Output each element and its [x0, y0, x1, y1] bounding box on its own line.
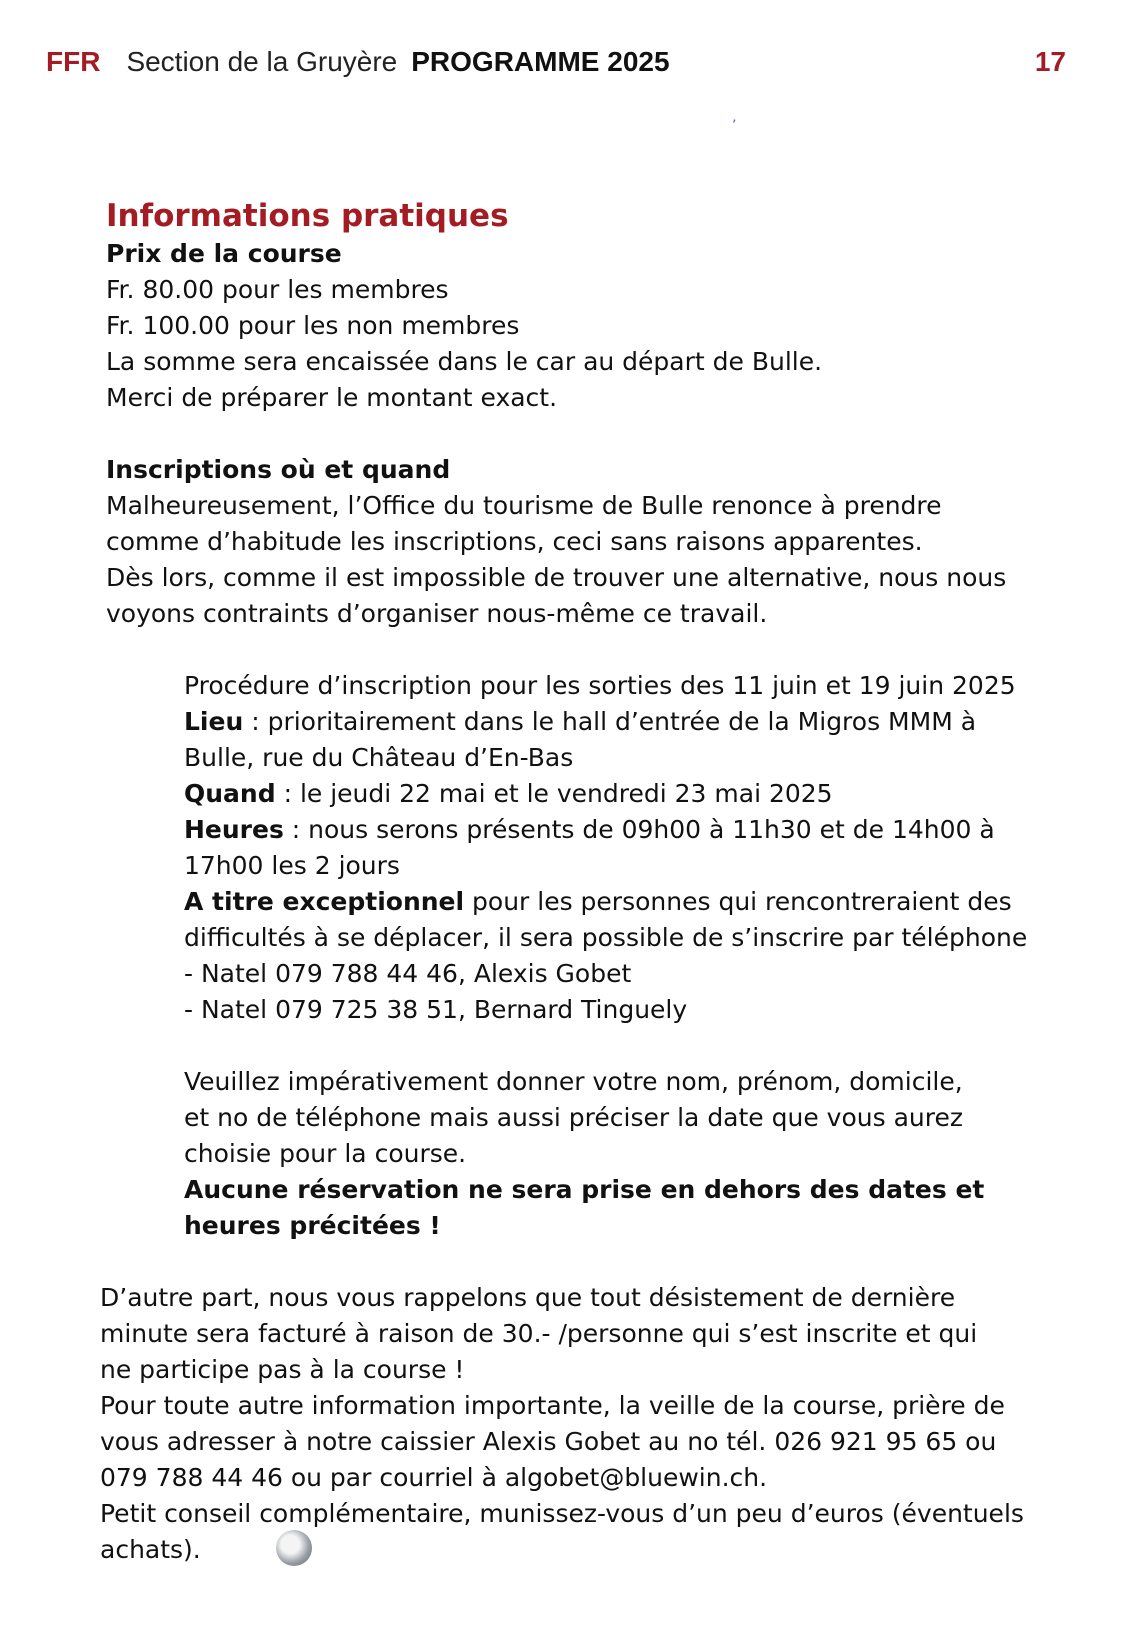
phone-contact: - Natel 079 788 44 46, Alexis Gobet [184, 959, 632, 988]
registration-heading: Inscriptions où et quand [106, 455, 451, 484]
heures-line [184, 812, 1066, 848]
registration-line: voyons contraints d’organiser nous-même ce travail. [106, 599, 768, 628]
outro-line: 079 788 44 46 ou par courriel à algobet@bluewin.ch. [100, 1463, 768, 1492]
scan-speck: ’ [732, 118, 737, 134]
outro-line: ne participe pas à la course ! [100, 1355, 465, 1384]
header-section: Section de la Gruyère [126, 46, 398, 77]
price-heading: Prix de la course [106, 239, 342, 268]
exception-label: A titre exceptionnel [184, 887, 465, 916]
header-programme: PROGRAMME 2025 [411, 46, 670, 77]
quand-label: Quand [184, 779, 276, 808]
instructions-line: et no de téléphone mais aussi préciser la date que vous aurez [184, 1103, 963, 1132]
outro-line: achats). [100, 1535, 201, 1564]
lieu-line-2: Bulle, rue du Château d’En-Bas [184, 743, 574, 772]
quand-line [184, 776, 1066, 812]
price-line: Fr. 80.00 pour les membres [106, 275, 449, 304]
outro-line: D’autre part, nous vous rappelons que tout désistement de dernière [100, 1283, 956, 1312]
outro-block [100, 1280, 1066, 1568]
phone-contact: - Natel 079 725 38 51, Bernard Tinguely [184, 995, 688, 1024]
price-line: Fr. 100.00 pour les non membres [106, 311, 520, 340]
heures-label: Heures [184, 815, 284, 844]
price-line: La somme sera encaissée dans le car au départ de Bulle. [106, 347, 823, 376]
page-title: Informations pratiques [106, 198, 509, 234]
lieu-label: Lieu [184, 707, 244, 736]
main-content [100, 196, 1066, 1568]
registration-line: Malheureusement, l’Office du tourisme de Bulle renonce à prendre [106, 491, 942, 520]
header-brand: FFR [46, 46, 101, 77]
instructions-line: Veuillez impérativement donner votre nom, prénom, domicile, [184, 1067, 963, 1096]
instructions-line: choisie pour la course. [184, 1139, 467, 1168]
outro-line: vous adresser à notre caissier Alexis Gobet au no tél. 026 921 95 65 ou [100, 1427, 997, 1456]
exception-text: pour les personnes qui rencontreraient des [464, 887, 1012, 916]
page-header [46, 42, 1084, 82]
price-line: Merci de préparer le montant exact. [106, 383, 558, 412]
lieu-text: : prioritairement dans le hall d’entrée de la Migros MMM à [243, 707, 977, 736]
outro-line: Petit conseil complémentaire, munissez-vous d’un peu d’euros (éventuels [100, 1499, 1024, 1528]
binder-hole-mark [276, 1530, 312, 1566]
page-number: 17 [1034, 46, 1066, 77]
procedure-block [184, 668, 1066, 1244]
notice-line: heures précitées ! [184, 1211, 441, 1240]
outro-line: Pour toute autre information importante, la veille de la course, prière de [100, 1391, 1005, 1420]
exception-line-2: difficultés à se déplacer, il sera possible de s’inscrire par téléphone [184, 923, 1028, 952]
heures-line-2: 17h00 les 2 jours [184, 851, 400, 880]
registration-line: comme d’habitude les inscriptions, ceci sans raisons apparentes. [106, 527, 923, 556]
exception-line [184, 884, 1066, 920]
registration-line: Dès lors, comme il est impossible de trouver une alternative, nous nous [106, 563, 1007, 592]
heures-text: : nous serons présents de 09h00 à 11h30 et de 14h00 à [283, 815, 995, 844]
outro-line: minute sera facturé à raison de 30.- /personne qui s’est inscrite et qui [100, 1319, 978, 1348]
lieu-line [184, 704, 1066, 740]
notice-line: Aucune réservation ne sera prise en dehors des dates et [184, 1175, 985, 1204]
procedure-intro: Procédure d’inscription pour les sorties des 11 juin et 19 juin 2025 [184, 671, 1016, 700]
quand-text: : le jeudi 22 mai et le vendredi 23 mai 2025 [275, 779, 833, 808]
